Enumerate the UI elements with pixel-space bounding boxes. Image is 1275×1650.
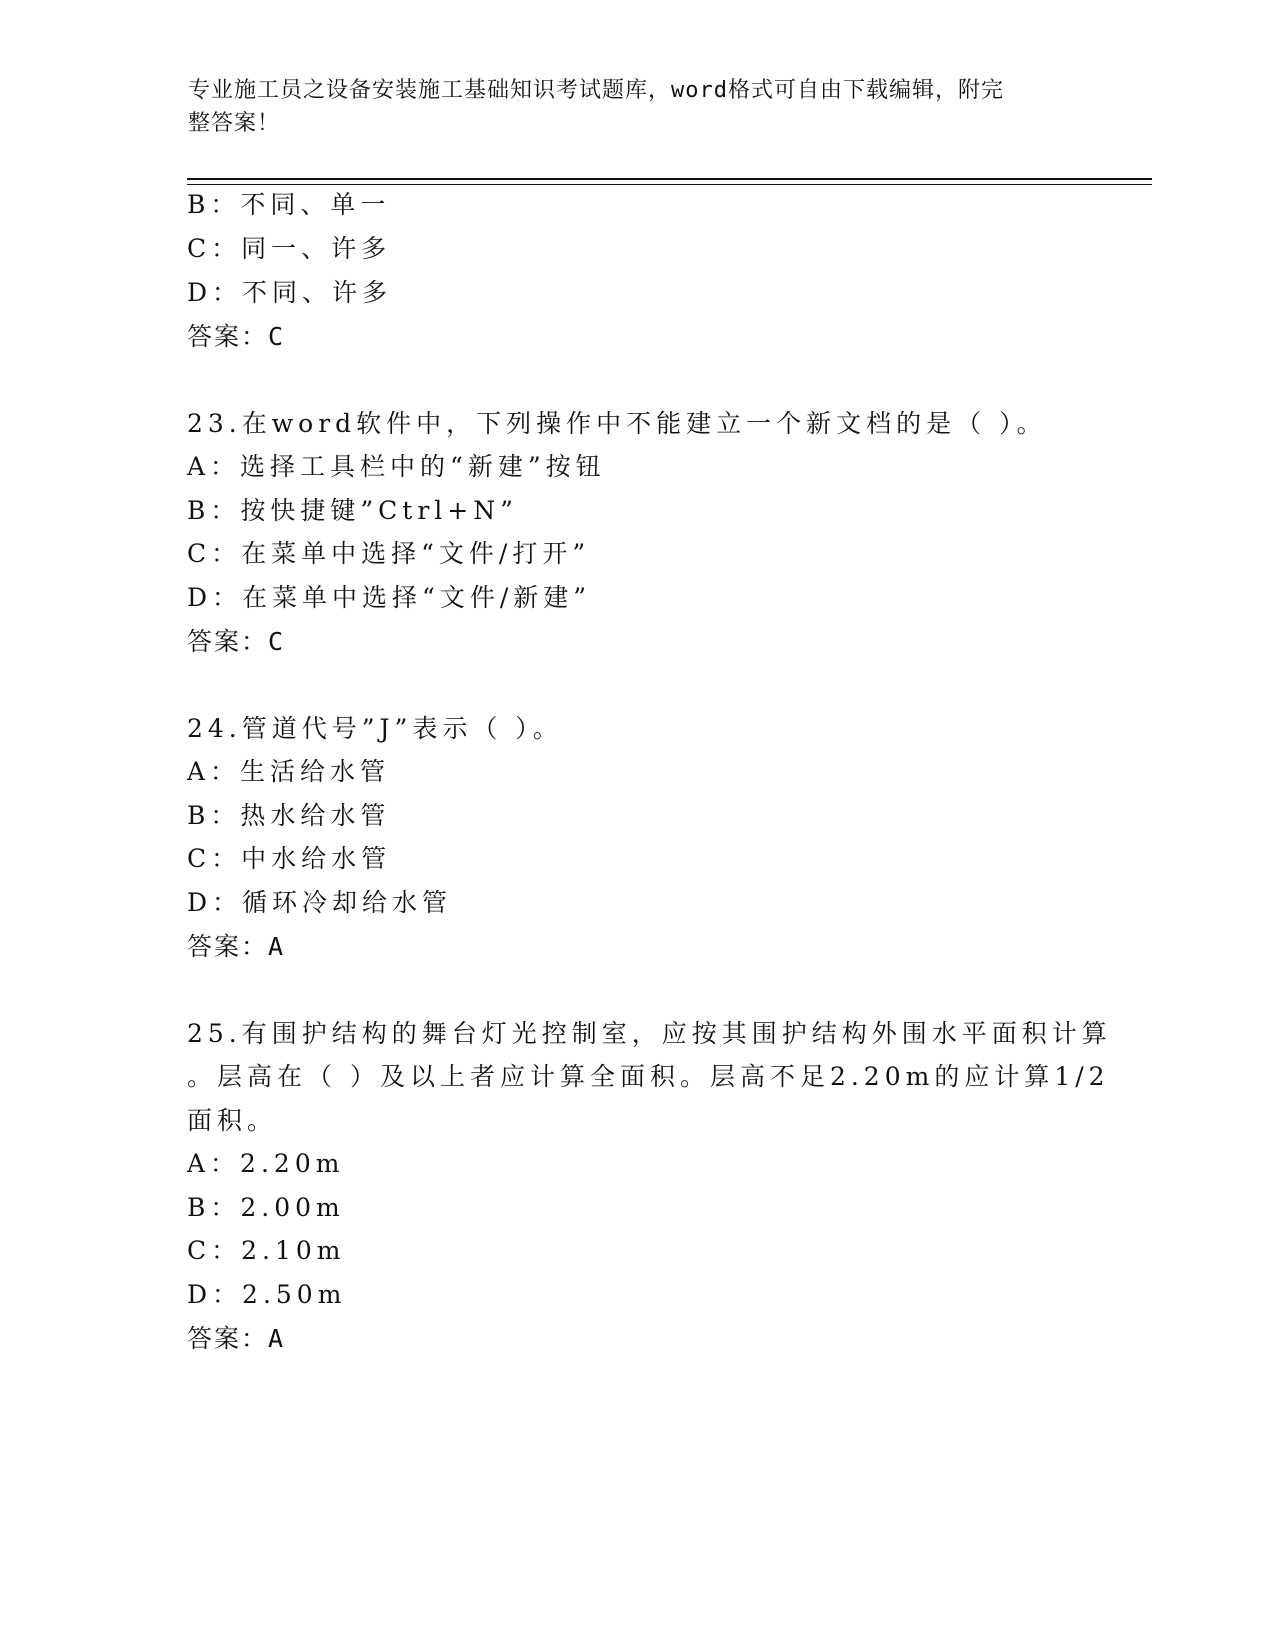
q25-option-c: C：2.10m bbox=[187, 1236, 346, 1265]
document-header bbox=[188, 74, 1068, 140]
q22-answer: 答案：C bbox=[187, 322, 286, 351]
q25-option-b: B：2.00m bbox=[187, 1193, 345, 1222]
q25-stem-line-3: 面积。 bbox=[187, 1106, 278, 1135]
q25-option-d: D：2.50m bbox=[187, 1280, 347, 1309]
header-line-2: 整答案！ bbox=[188, 111, 281, 136]
q24-option-d: D：循环冷却给水管 bbox=[187, 888, 453, 917]
q23-option-a: A：选择工具栏中的“新建”按钮 bbox=[187, 452, 606, 481]
header-rule-thick bbox=[187, 178, 1152, 180]
q23-answer: 答案：C bbox=[187, 627, 286, 656]
q22-option-d: D：不同、许多 bbox=[187, 278, 393, 307]
q23-option-c: C：在菜单中选择“文件/打开” bbox=[187, 539, 591, 568]
q22-option-b: B：不同、单一 bbox=[187, 190, 391, 219]
q24-stem: 24.管道代号”J”表示（ ）。 bbox=[187, 714, 563, 743]
q23-option-d: D：在菜单中选择“文件/新建” bbox=[187, 583, 592, 612]
q23-option-b: B：按快捷键”Ctrl+N” bbox=[187, 496, 518, 525]
q25-option-a: A：2.20m bbox=[187, 1149, 345, 1178]
q24-option-c: C：中水给水管 bbox=[187, 844, 392, 873]
q22-option-c: C：同一、许多 bbox=[187, 234, 392, 263]
q25-stem-line-2: 。层高在（ ）及以上者应计算全面积。层高不足2.20m的应计算1/2 bbox=[187, 1062, 1110, 1091]
q24-answer: 答案：A bbox=[187, 932, 286, 961]
q25-answer: 答案：A bbox=[187, 1324, 286, 1353]
q25-stem-line-1: 25.有围护结构的舞台灯光控制室，应按其围护结构外围水平面积计算 bbox=[187, 1019, 1112, 1048]
q23-stem: 23.在word软件中，下列操作中不能建立一个新文档的是（ ）。 bbox=[187, 409, 1047, 438]
q24-option-a: A：生活给水管 bbox=[187, 757, 391, 786]
q24-option-b: B：热水给水管 bbox=[187, 801, 391, 830]
header-line-1: 专业施工员之设备安装施工基础知识考试题库，word格式可自由下载编辑，附完 bbox=[188, 78, 1004, 103]
header-rule-thin bbox=[187, 184, 1152, 185]
